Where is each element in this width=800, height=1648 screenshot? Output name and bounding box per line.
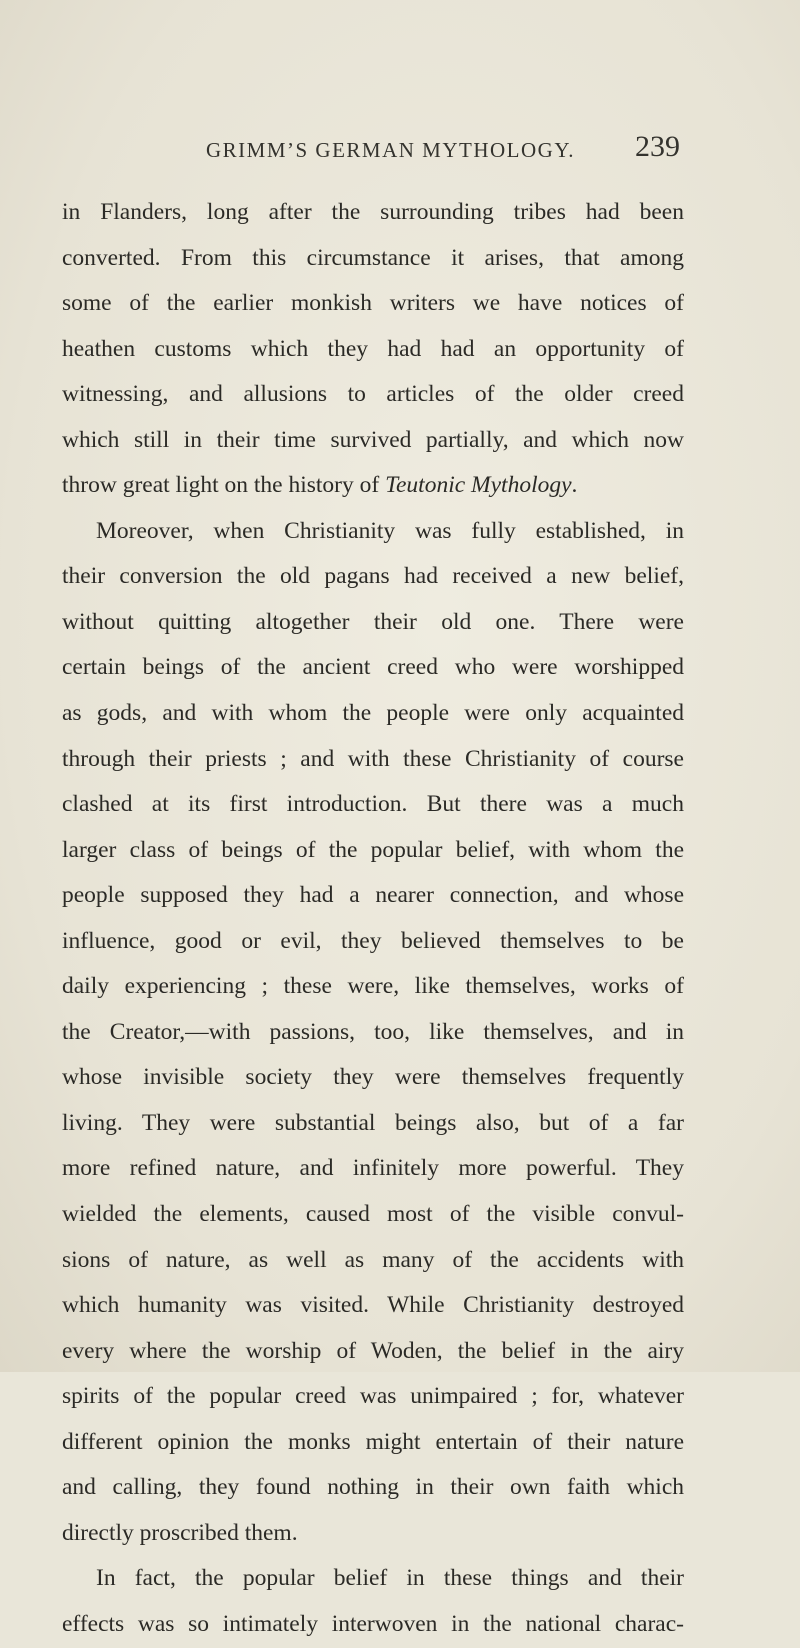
text-line: sions of nature, as well as many of the accidents with	[62, 1246, 684, 1273]
text-line: heathen customs which they had had an opportunity of	[62, 335, 684, 362]
body-text	[62, 190, 684, 1648]
text-line: every where the worship of Woden, the belief in the airy	[62, 1337, 684, 1364]
text-line: without quitting altogether their old one. There were	[62, 608, 684, 635]
page-header	[0, 126, 800, 170]
running-title: GRIMM’S GERMAN MYTHOLOGY.	[206, 138, 576, 162]
text-line: different opinion the monks might entertain of their nature	[62, 1428, 684, 1455]
text-line: and calling, they found nothing in their own faith which	[62, 1474, 684, 1501]
text-line: Moreover, when Christianity was fully established, in	[96, 517, 684, 544]
text-line: certain beings of the ancient creed who were worshipped	[62, 654, 684, 681]
text-line: converted. From this circumstance it arises, that among	[62, 244, 684, 271]
text-line: living. They were substantial beings also, but of a far	[62, 1109, 684, 1136]
text-line: effects was so intimately interwoven in the national charac-	[62, 1610, 684, 1637]
text-line: throw great light on the history of Teutonic Mythology.	[62, 472, 578, 499]
text-line: In fact, the popular belief in these things and their	[96, 1565, 684, 1592]
page-number: 239	[635, 130, 680, 163]
text-line: whose invisible society they were themselves frequently	[62, 1064, 684, 1091]
text-line: some of the earlier monkish writers we have notices of	[62, 290, 684, 317]
text-line: people supposed they had a nearer connection, and whose	[62, 882, 684, 909]
text-line: spirits of the popular creed was unimpaired ; for, whatever	[62, 1383, 684, 1410]
text-line: the Creator,—with passions, too, like themselves, and in	[62, 1018, 684, 1045]
text-line: wielded the elements, caused most of the visible convul-	[62, 1201, 684, 1228]
text-line: larger class of beings of the popular belief, with whom the	[62, 836, 684, 863]
italic-phrase: Teutonic Mythology	[385, 472, 572, 499]
text-line: witnessing, and allusions to articles of the older creed	[62, 381, 684, 408]
text-line: clashed at its first introduction. But there was a much	[62, 791, 684, 818]
text-line: which still in their time survived partially, and which now	[62, 426, 684, 453]
text-line: daily experiencing ; these were, like themselves, works of	[62, 973, 684, 1000]
text-line: more refined nature, and infinitely more powerful. They	[62, 1155, 684, 1182]
text-line: influence, good or evil, they believed themselves to be	[62, 927, 684, 954]
text-line: which humanity was visited. While Christianity destroyed	[62, 1292, 684, 1319]
text-line: directly proscribed them.	[62, 1519, 298, 1546]
text-line: as gods, and with whom the people were only acquainted	[62, 700, 684, 727]
text-line: through their priests ; and with these Christianity of course	[62, 745, 684, 772]
text-line: in Flanders, long after the surrounding tribes had been	[62, 199, 684, 225]
text-line: their conversion the old pagans had received a new belief,	[62, 563, 684, 590]
